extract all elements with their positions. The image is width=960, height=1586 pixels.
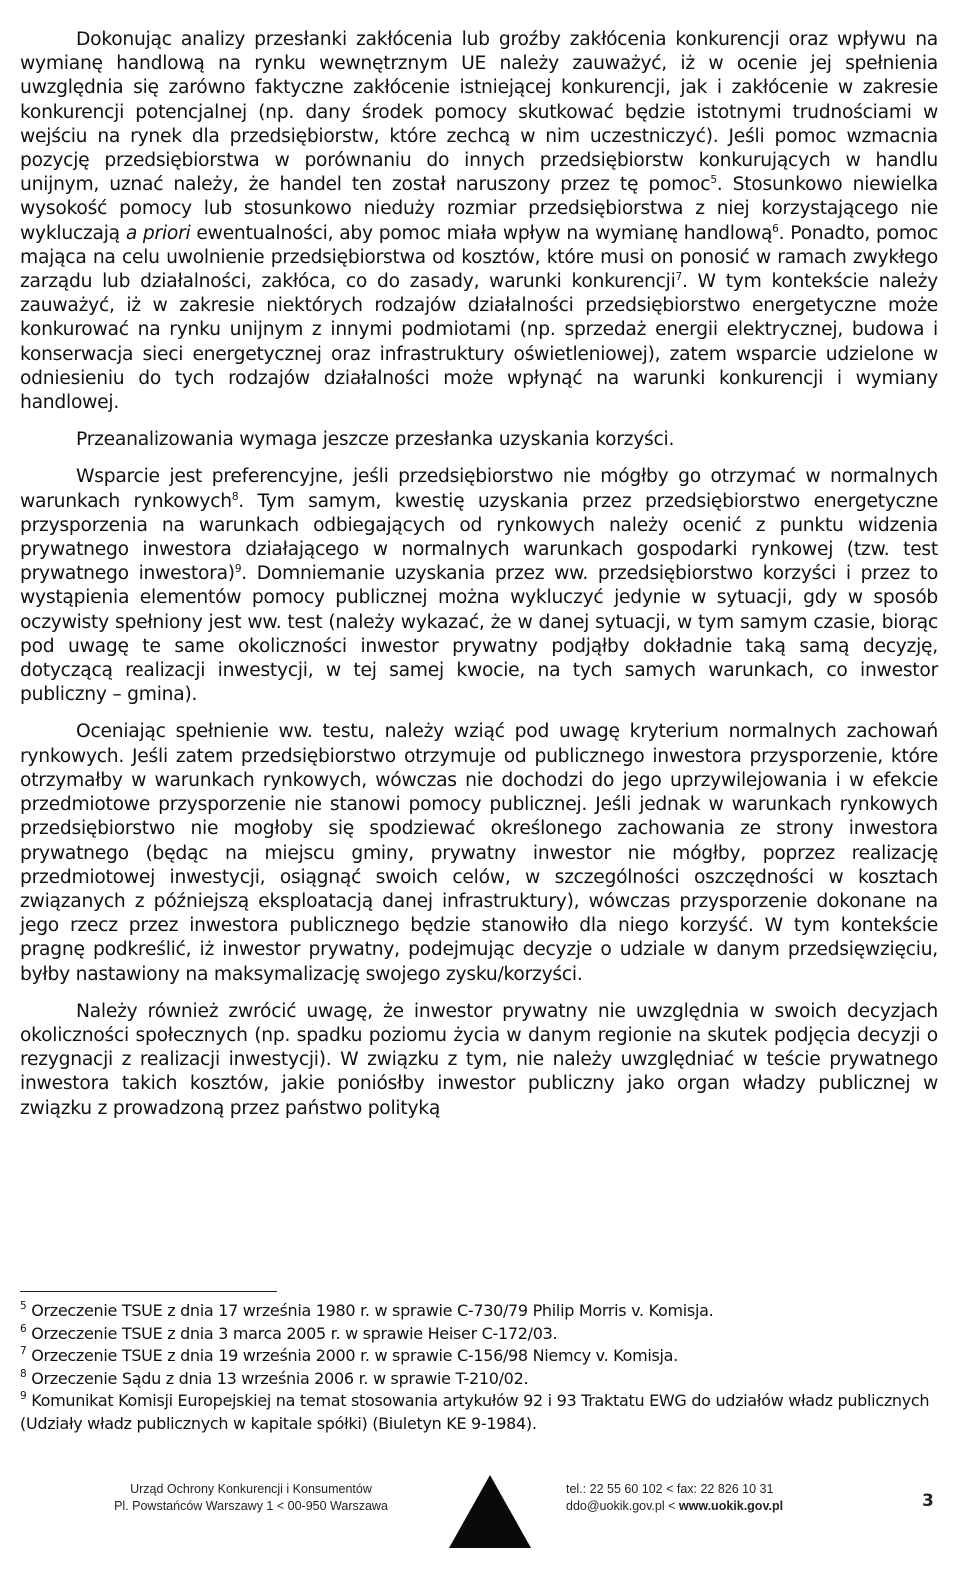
footer-address-block (96, 1481, 406, 1515)
text-run: . W tym kontekście należy zauważyć, iż w zakresie niektórych rodzajów działalności przedsiębiorstwo energetyczne może konkurować na rynku unijnym z innymi podmiotami (np. sprzedaż energii elektrycznej, budowa i konserwacja sieci energetycznej oraz infrastruktury oświetleniowej), zatem wsparcie udzielone w odniesieniu do tych rodzajów działalności może wpłynąć na warunki konkurencji i wymiany handlowej. (20, 271, 938, 414)
text-run: ewentualności, aby pomoc miała wpływ na wymianę handlową (190, 222, 773, 244)
text-run: Dokonując analizy przesłanki zakłócenia lub groźby zakłócenia konkurencji oraz wpływu na wymianę handlową na rynku wewnętrznym UE należy zauważyć, iż w ocenie jej spełnienia uwzględnia się zarówno faktyczne zakłócenie istniejącej konkurencji, jak i zakłócenie w zakresie konkurencji potencjalnej (np. dany środek pomocy skutkować będzie istotnymi trudnościami w wejściu na rynek dla przedsiębiorstw, które zechcą w nim uczestniczyć). Jeśli pomoc wzmacnia pozycję przedsiębiorstwa w porównaniu do innych przedsiębiorstw konkurujących w handlu unijnym, uznać należy, że handel ten został naruszony przez tę pomoc (20, 29, 938, 196)
footnote-text: Komunikat Komisji Europejskiej na temat stosowania artykułów 92 i 93 Traktatu EWG do udziałów władz publicznych (Udziały władz publicznych w kapitale spółki) (Biuletyn KE 9-1984). (20, 1391, 930, 1433)
footnote-ref: 6 (772, 222, 779, 235)
footnote-ref: 7 (675, 271, 682, 284)
footnotes (20, 1300, 935, 1436)
paragraph (20, 1000, 938, 1121)
footnote-text: Orzeczenie TSUE z dnia 19 września 2000 r. w sprawie C-156/98 Niemcy v. Komisja. (31, 1346, 678, 1366)
footnote-text: Orzeczenie TSUE z dnia 3 marca 2005 r. w sprawie Heiser C-172/03. (31, 1323, 558, 1343)
footer-phone: tel.: 22 55 60 102 < fax: 22 826 10 31 (566, 1482, 774, 1496)
footnote-ref: 9 (234, 563, 242, 576)
footnote-number: 6 (20, 1322, 27, 1335)
text-run: Wsparcie jest preferencyjne, jeśli przedsiębiorstwo nie mógłby go otrzymać w normalnych warunkach rynkowych (20, 466, 938, 512)
footer-email-line (566, 1498, 856, 1515)
text-run: . Tym samym, kwestię uzyskania przez przedsiębiorstwo energetyczne przysporzenia na warunkach odbiegających od rynkowych należy ocenić z punktu widzenia prywatnego inwestora działającego w normalnych warunkach gospodarki rynkowej (tzw. test prywatnego inwestora) (20, 490, 939, 585)
paragraph (20, 428, 938, 452)
footer-address: Pl. Powstańców Warszawy 1 < 00-950 Warszawa (114, 1499, 388, 1513)
footer-email[interactable]: ddo@uokik.gov.pl < (566, 1499, 679, 1513)
text-run: Przeanalizowania wymaga jeszcze przesłanka uzyskania korzyści. (76, 429, 675, 451)
text-run: . Domniemanie uzyskania przez ww. przedsiębiorstwo korzyści i przez to wystąpienia elementów pomocy publicznej można wykluczyć jedynie w sytuacji, gdy w sposób oczywisty spełniony jest ww. test (należy wykazać, że w danej sytuacji, w tym samym czasie, biorąc pod uwagę te same okoliczności inwestor prywatny podjąłby dokładnie taką samą decyzję, dotyczącą realizacji inwestycji, w tej samej kwocie, na tych samych warunkach, co inwestor publiczny – gmina). (20, 563, 939, 706)
text-run: Należy również zwrócić uwagę, że inwestor prywatny nie uwzględnia w swoich decyzjach okoliczności społecznych (np. spadku poziomu życia w danym regionie na skutek podjęcia decyzji o rezygnacji z realizacji inwestycji). W związku z tym, nie należy uwzględniać w teście prywatnego inwestora takich kosztów, jakie poniósłby inwestor publiczny jako organ władzy publicznej w związku z prowadzoną przez państwo polityką (20, 1000, 938, 1119)
body-text (20, 28, 938, 1134)
footnote (20, 1300, 935, 1323)
page-footer (0, 1470, 960, 1550)
page-number: 3 (922, 1491, 934, 1511)
footnote-text: Orzeczenie Sądu z dnia 13 września 2006 r. w sprawie T-210/02. (31, 1368, 529, 1388)
footnote-number: 8 (20, 1367, 27, 1380)
footer-contact-block (566, 1481, 856, 1515)
text-run: . Ponadto, pomoc mająca na celu uwolnienie przedsiębiorstwa od kosztów, które musi on ponosić w ramach zwykłego zarządu lub działalności, zakłóca, co do zasady, warunki konkurencji (20, 222, 938, 293)
paragraph (20, 720, 938, 986)
paragraph (20, 28, 938, 415)
triangle-logo-icon (445, 1470, 535, 1550)
footer-org-name: Urząd Ochrony Konkurencji i Konsumentów (130, 1482, 372, 1496)
footer-website[interactable]: www.uokik.gov.pl (678, 1499, 784, 1513)
footnote-text: Orzeczenie TSUE z dnia 17 września 1980 r. w sprawie C-730/79 Philip Morris v. Komisja. (31, 1301, 714, 1320)
footnote-number: 5 (20, 1300, 27, 1312)
text-run: . Stosunkowo niewielka wysokość pomocy lub stosunkowo nieduży rozmiar przedsiębiorstwa z niej korzystającego nie wykluczają (20, 174, 938, 244)
footnote-separator (20, 1291, 277, 1292)
footnote (20, 1368, 935, 1391)
emphasis-text: a priori (125, 222, 191, 244)
footnote-number: 9 (20, 1390, 27, 1403)
footnote-ref: 5 (710, 174, 717, 187)
footnote-ref: 8 (231, 490, 239, 503)
footnote (20, 1323, 935, 1346)
paragraph (20, 465, 938, 707)
text-run: Oceniając spełnienie ww. testu, należy wziąć pod uwagę kryterium normalnych zachowań rynkowych. Jeśli zatem przedsiębiorstwo otrzymuje od publicznego inwestora przysporzenie, które otrzymałby w warunkach rynkowych, wówczas nie dochodzi do jego uprzywilejowania i w efekcie przedmiotowe przysporzenie nie stanowi pomocy publicznej. Jeśli jednak w warunkach rynkowych przedsiębiorstwo nie mogłoby się spodziewać określonego zachowania ze strony inwestora prywatnego (będąc na miejscu gminy, prywatny inwestor nie mógłby, poprzez realizację przedmiotowej inwestycji, osiągnąć swoich celów, w szczególności oszczędności w kosztach związanych z późniejszą eksploatacją danej infrastruktury), wówczas przysporzenie dokonane na jego rzecz przez inwestora publicznego będzie stanowiło dla niego korzyść. W tym kontekście pragnę podkreślić, iż inwestor prywatny, podejmując decyzje o udziale w danym przedsięwzięciu, byłby nastawiony na maksymalizację swojego zysku/korzyści. (20, 721, 938, 985)
footnote (20, 1345, 935, 1368)
footnote (20, 1390, 935, 1435)
footnote-number: 7 (20, 1345, 27, 1358)
